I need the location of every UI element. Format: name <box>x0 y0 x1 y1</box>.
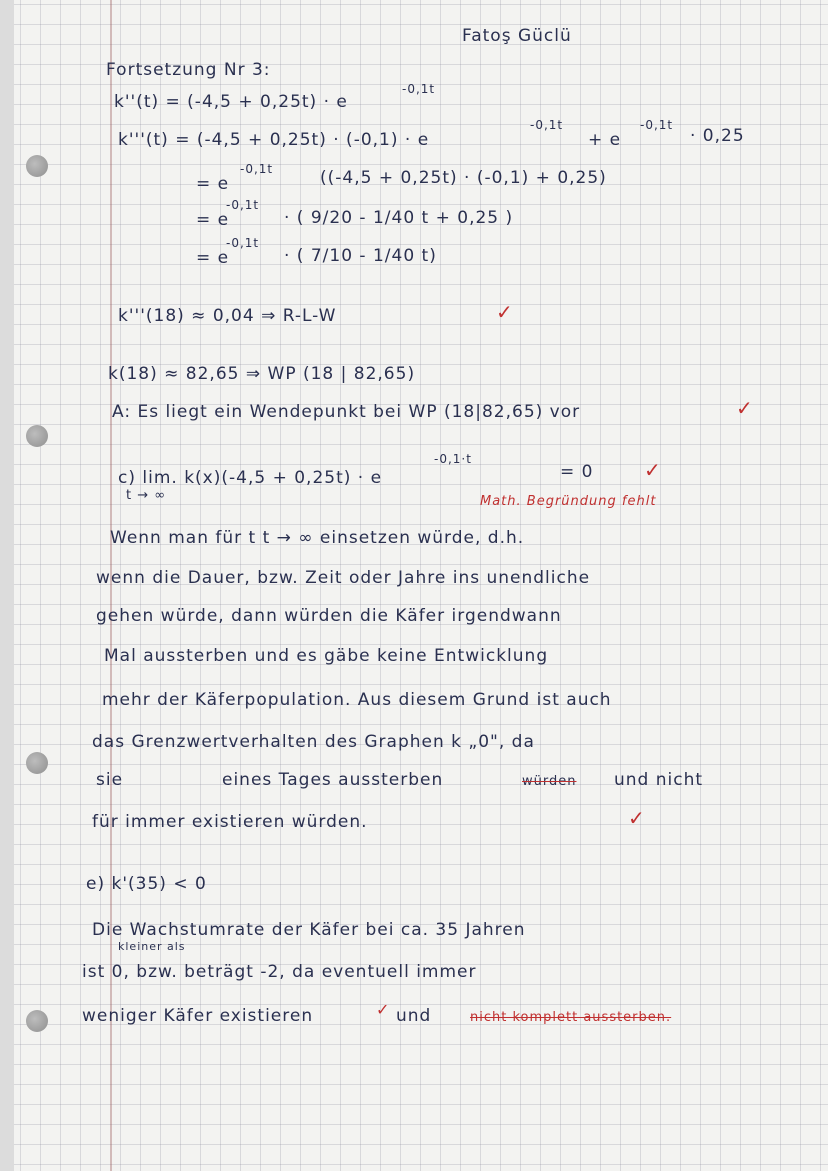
text-line: ist 0, bzw. beträgt -2, da eventuell immer <box>82 962 477 982</box>
third-derivative-at-18: k'''(18) ≈ 0,04 ⇒ R-L-W <box>118 306 337 326</box>
derivation-step-1: = e <box>196 174 230 194</box>
text-line: eines Tages aussterben <box>222 770 444 790</box>
punch-hole <box>26 1010 48 1032</box>
check-mark: ✓ <box>644 458 661 482</box>
derivation-step-3: = e <box>196 248 230 268</box>
text-line: gehen würde, dann würden die Käfer irgendwann <box>96 606 562 626</box>
teacher-comment: Math. Begründung fehlt <box>480 494 657 509</box>
third-derivative-factor: · 0,25 <box>690 126 745 146</box>
third-derivative-plus-exponent: -0,1t <box>640 118 674 132</box>
third-derivative-exponent: -0,1t <box>530 118 564 132</box>
text-line: mehr der Käferpopulation. Aus diesem Grund ist auch <box>102 690 612 710</box>
text-line: weniger Käfer existieren <box>82 1006 314 1026</box>
text-line: wenn die Dauer, bzw. Zeit oder Jahre ins unendliche <box>96 568 591 588</box>
text-line: Wenn man für t t → ∞ einsetzen würde, d.h. <box>110 528 525 548</box>
text-line: Die Wachstumrate der Käfer bei ca. 35 Jahren <box>92 920 526 940</box>
punch-hole <box>26 425 48 447</box>
punch-hole <box>26 752 48 774</box>
third-derivative-plus: + e <box>588 130 622 150</box>
derivation-step-2-rest: · ( 9/20 - 1/40 t + 0,25 ) <box>284 208 514 228</box>
limit-expression: c) lim. k(x)(-4,5 + 0,25t) · e <box>118 468 383 488</box>
derivation-step-3-exponent: -0,1t <box>226 236 260 250</box>
third-derivative: k'''(t) = (-4,5 + 0,25t) · (-0,1) · e <box>118 130 430 150</box>
text-line: für immer existieren würden. <box>92 812 368 832</box>
text-line-start: sie <box>96 770 124 790</box>
heading-continuation: Fortsetzung Nr 3: <box>106 60 271 80</box>
derivation-step-2-exponent: -0,1t <box>226 198 260 212</box>
derivation-step-3-rest: · ( 7/10 - 1/40 t) <box>284 246 437 266</box>
limit-result: = 0 <box>560 462 594 482</box>
check-mark: ✓ <box>736 396 753 420</box>
crossed-out-word: würden <box>522 774 577 789</box>
second-derivative: k''(t) = (-4,5 + 0,25t) · e <box>114 92 348 112</box>
text-line-end: und nicht <box>614 770 704 790</box>
text-line: Mal aussterben und es gäbe keine Entwicklung <box>104 646 549 666</box>
punch-hole <box>26 155 48 177</box>
crossed-out-phrase: nicht komplett aussterben. <box>470 1010 672 1025</box>
check-mark: ✓ <box>376 1000 390 1019</box>
second-derivative-exponent: -0,1t <box>402 82 436 96</box>
insertion-note: kleiner als <box>118 940 186 953</box>
limit-exponent: -0,1·t <box>434 452 472 466</box>
text-line: und <box>396 1006 432 1026</box>
derivative-at-35: e) k'(35) < 0 <box>86 874 207 894</box>
derivation-step-1-exponent: -0,1t <box>240 162 274 176</box>
limit-subscript: t → ∞ <box>126 488 167 503</box>
author-name: Fatoş Güclü <box>462 26 572 46</box>
check-mark: ✓ <box>628 806 645 830</box>
check-mark: ✓ <box>496 300 513 324</box>
answer-inflection-point: A: Es liegt ein Wendepunkt bei WP (18|82,65) vor <box>112 402 581 422</box>
function-value-at-18: k(18) ≈ 82,65 ⇒ WP (18 | 82,65) <box>108 364 416 384</box>
derivation-step-2: = e <box>196 210 230 230</box>
text-line: das Grenzwertverhalten des Graphen k „0", da <box>92 732 535 752</box>
derivation-step-1-rest: ((-4,5 + 0,25t) · (-0,1) + 0,25) <box>320 168 607 188</box>
